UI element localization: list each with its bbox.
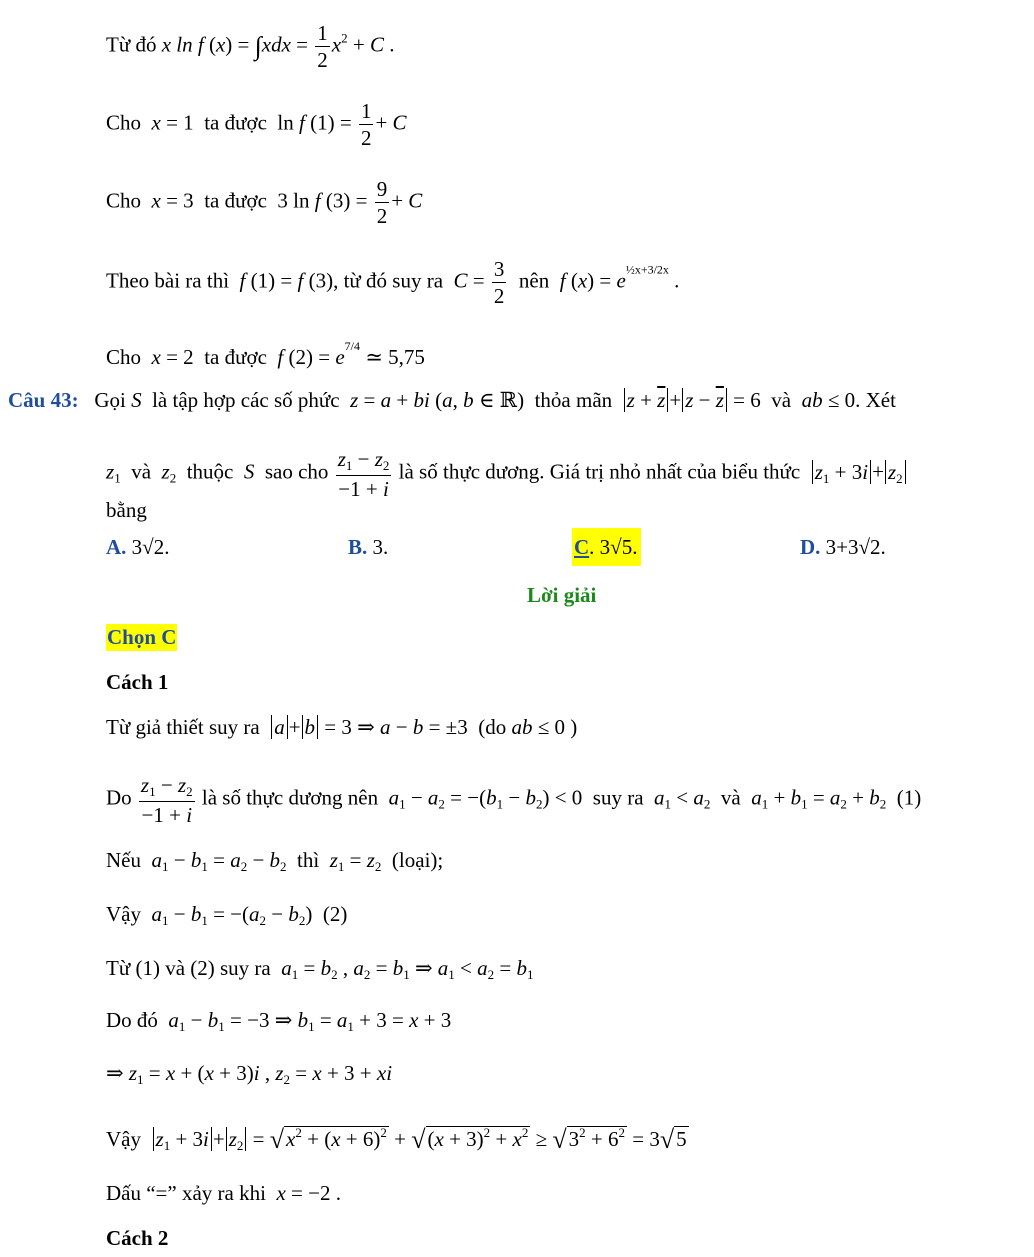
option-a[interactable]	[106, 537, 169, 558]
s5-text: Từ (1) và (2) suy ra	[106, 956, 271, 980]
q-p10: bằng	[106, 498, 147, 522]
q-p8: sao cho	[264, 459, 329, 484]
q-p4: và	[771, 388, 792, 412]
option-b-value: 3.	[372, 535, 389, 559]
l4-b: , từ đó suy ra	[333, 268, 444, 293]
solution-line-5: Từ (1) và (2) suy ra $a_1 = b_2$ , $a_2 = b_1$ ⇒ $a_1 < a_2 = b_1$	[106, 956, 534, 982]
q-p1: Gọi	[94, 388, 126, 412]
s8-text: Vậy	[106, 1127, 141, 1151]
q-p9: là số thực dương. Giá trị nhỏ nhất của biểu thức	[398, 459, 801, 484]
l1-text: Từ đó	[106, 32, 157, 57]
q-p7: thuộc	[186, 459, 234, 484]
option-c-label: C	[574, 535, 590, 559]
solution-line-3: Nếu $a_1 - b_1 = a_2 - b_2$ thì $z_1 = z_2$ (loại);	[106, 848, 444, 874]
option-d[interactable]	[800, 537, 886, 558]
line-4: Theo bài ra thì f (1) = f (3), từ đó suy ra C = $\frac{3}{2}$ nên f $(x) = e^{\frac{1}{2}x+3/2x}$ .	[106, 257, 680, 309]
q-p5: . Xét	[855, 388, 896, 412]
s6-text: Do đó	[106, 1008, 158, 1032]
s3-c: (loại);	[391, 848, 444, 872]
solution-line-7: ⇒ $z_1 = x + (x + 3)i$ , $z_2 = x + 3$ + xi	[106, 1061, 393, 1087]
option-d-label: D.	[800, 535, 821, 559]
option-c[interactable]	[572, 528, 641, 566]
s4-tag: (2)	[322, 902, 348, 926]
chosen-answer: Chọn C	[107, 625, 177, 649]
line-2: Cho x = 1 ta được ln f (1) = $\frac{1}{2}$ + C	[106, 99, 407, 151]
l5-val: ≃ 5,75	[365, 345, 425, 369]
s4-a: Vậy	[106, 902, 141, 926]
solution-line-2: Do $\frac{z_1 - z_2}{-1 + i}$ là số thực dương nên $a_1 - a_2 = -(b_1 - b_2) < 0$ suy ra $a_1 < a_2$ và $a_1 + b_1 = a_2 + b_2$ (1)	[106, 773, 922, 827]
solution-line-6: Do đó $a_1 - b_1 = -3$ ⇒ $b_1 = a_1 + 3 = x + 3$	[106, 1008, 452, 1034]
q-p2: là tập hợp các số phức	[152, 388, 340, 412]
question-label: Câu 43:	[8, 388, 79, 412]
s2-va: và	[720, 785, 741, 810]
s1-text: Từ giả thiết suy ra	[106, 715, 260, 739]
line-3: Cho x = 3 ta được 3 ln f (3) = $\frac{9}{2}$ + C	[106, 177, 423, 229]
l4-c: nên	[518, 268, 550, 293]
l4-a: Theo bài ra thì	[106, 268, 230, 293]
question-line-2: $z_1$ và $z_2$ thuộc S sao cho $\frac{z_1 - z_2}{-1 + i}$ là số thực dương. Giá trị nhỏ nhất của biểu thức $z_1 + 3i + z_2$	[106, 448, 907, 500]
s2-tag: (1)	[896, 785, 922, 810]
s3-a: Nếu	[106, 848, 141, 872]
s9-text: Dấu “=” xảy ra khi	[106, 1181, 266, 1205]
option-a-value: 3√2.	[131, 535, 170, 559]
line-1: Từ đó x ln f (x) = ∫xdx = $\frac{1}{2}$ $x^2 + C$ .	[106, 21, 395, 73]
l2-cho: Cho	[106, 110, 142, 135]
q-p6: và	[131, 459, 152, 484]
solution-line-9: Dấu “=” xảy ra khi x = −2 .	[106, 1181, 341, 1205]
solution-line-8: Vậy $z_1 + 3i + z_2 = √x^2 + (x + 6)^2 + √(x + 3)^2 + x^2 \ge √3^2 + 6^2 = 3√5$	[106, 1125, 687, 1154]
question-line-1: Câu 43: Gọi S là tập hợp các số phức z = a + bi (a, b ∈ ℝ) thỏa mãn $z + \overline{z} + z - \overline{z} = 6$ và ab ≤ 0. Xét	[8, 388, 896, 412]
l5-cho: Cho	[106, 345, 142, 369]
l5-mid: ta được	[204, 345, 267, 369]
option-c-value: . 3√5.	[589, 535, 638, 559]
option-b[interactable]	[348, 537, 388, 558]
s2-sr: suy ra	[592, 785, 644, 810]
solution-line-4: Vậy $a_1 - b_1 = -(a_2 - b_2)$ (2)	[106, 902, 348, 928]
s2-do: Do	[106, 785, 132, 810]
l1-formula: x ln f	[161, 32, 204, 57]
s2-mid: là số thực dương nên	[201, 785, 379, 810]
l3-mid: ta được	[204, 188, 267, 213]
l3-cho: Cho	[106, 188, 142, 213]
line-5: Cho x = 2 ta được f $(2) = e^{7/4}$ ≃ 5,75	[106, 339, 425, 369]
method-2-heading: Cách 2	[106, 1226, 169, 1250]
s3-b: thì	[297, 848, 320, 872]
s1-tail: (do	[478, 715, 507, 739]
l2-mid: ta được	[204, 110, 267, 135]
option-d-value: 3+3√2.	[825, 535, 886, 559]
solution-line-1: Từ giả thiết suy ra a + b = 3 ⇒ a − b = ±3 (do ab ≤ 0 )	[106, 715, 578, 739]
q-p3: thỏa mãn	[534, 388, 613, 412]
option-a-label: A.	[106, 535, 127, 559]
method-1-heading: Cách 1	[106, 670, 169, 694]
question-line-3	[106, 500, 147, 521]
option-b-label: B.	[348, 535, 368, 559]
solution-title: Lời giải	[527, 583, 597, 607]
